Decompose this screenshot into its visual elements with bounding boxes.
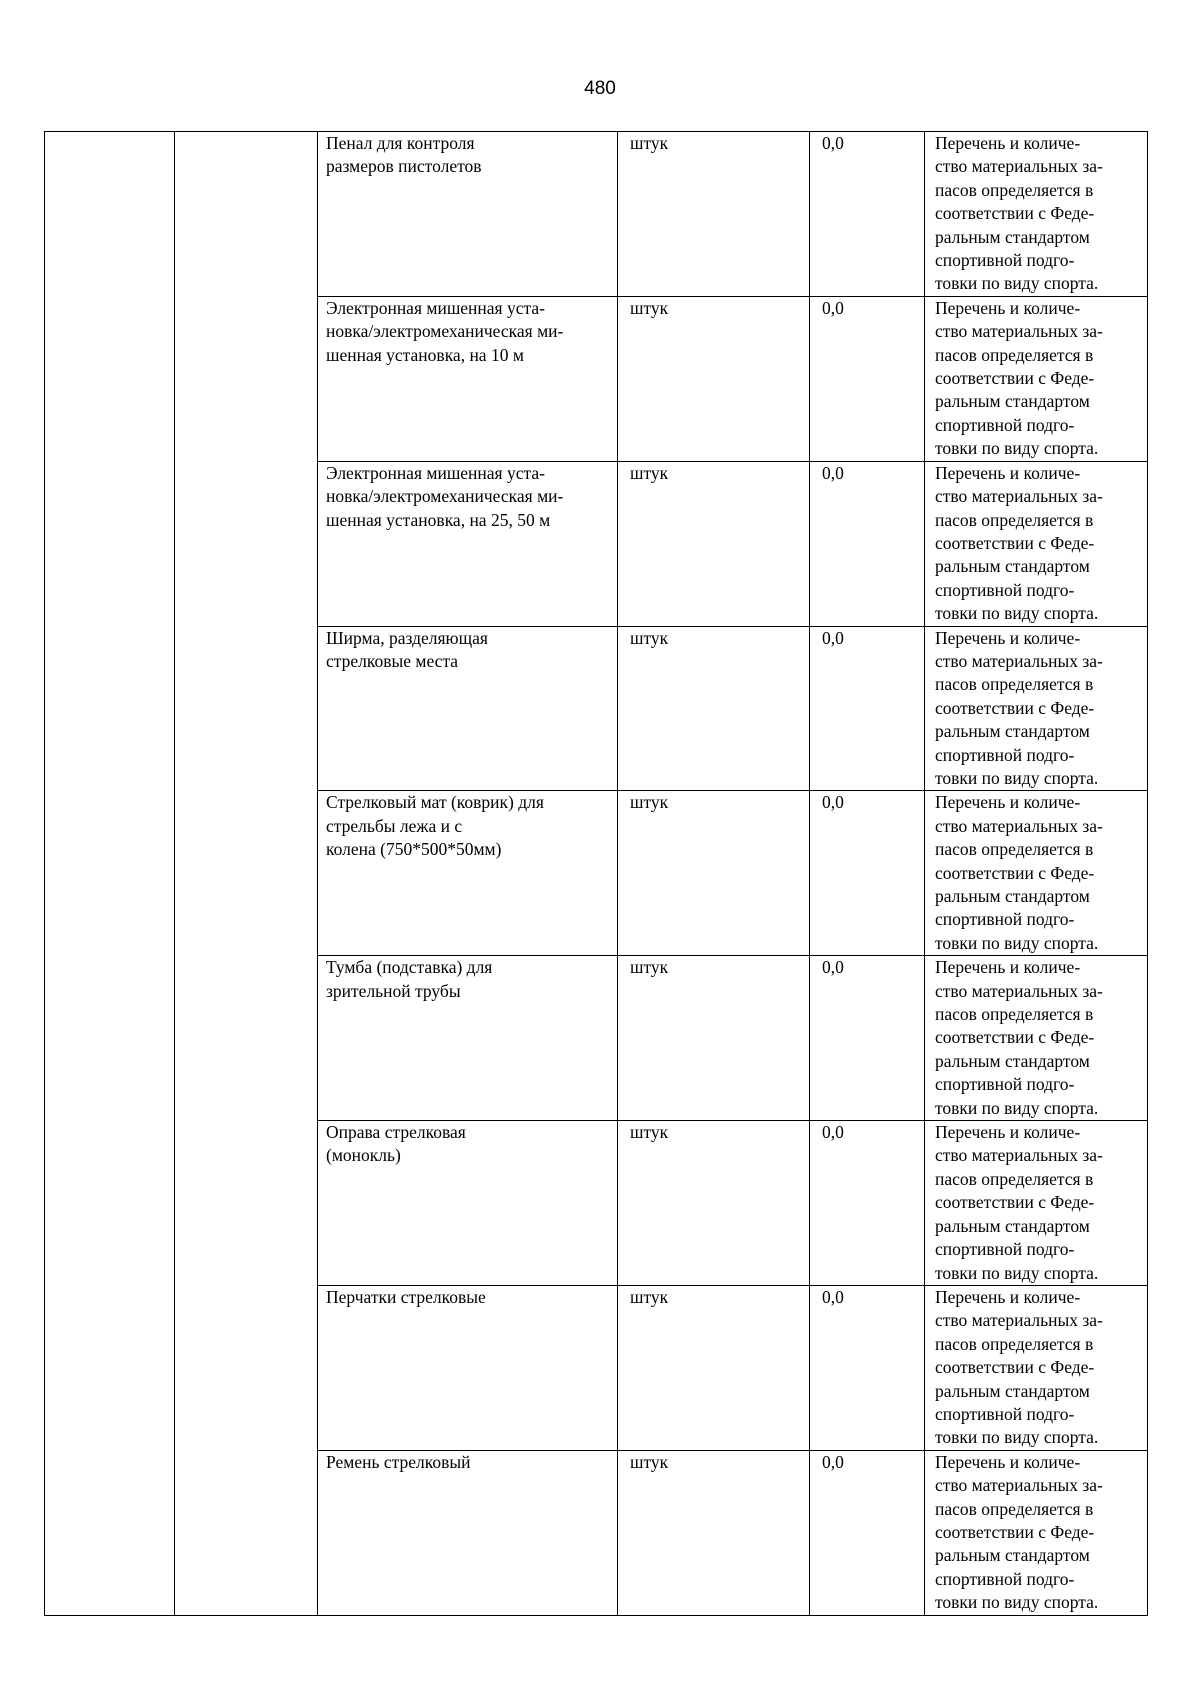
note-line: ство материальных за- — [935, 1310, 1103, 1331]
note-line: пасов определяется в — [935, 1168, 1094, 1189]
note-line: ральным стандартом — [935, 721, 1090, 742]
note-cell — [925, 1450, 1148, 1615]
note-line: пасов определяется в — [935, 344, 1094, 365]
unit-cell: штук — [618, 1285, 810, 1450]
note-line: пасов определяется в — [935, 1498, 1094, 1519]
note-line: спортивной подго- — [935, 1403, 1075, 1424]
note-line: ральным стандартом — [935, 556, 1090, 577]
note-line: соответствии с Феде- — [935, 532, 1095, 553]
note-line: ство материальных за- — [935, 815, 1103, 836]
note-line: товки по виду спорта. — [935, 932, 1099, 953]
note-line: товки по виду спорта. — [935, 438, 1099, 459]
equipment-table — [44, 131, 1148, 1616]
note-line: ство материальных за- — [935, 1145, 1103, 1166]
note-line: спортивной подго- — [935, 250, 1075, 271]
unit-cell: штук — [618, 132, 810, 297]
note-line: соответствии с Феде- — [935, 862, 1095, 883]
quantity-cell: 0,0 — [810, 956, 925, 1121]
unit-cell: штук — [618, 461, 810, 626]
unit-cell: штук — [618, 1121, 810, 1286]
note-cell — [925, 461, 1148, 626]
note-line: товки по виду спорта. — [935, 1592, 1099, 1613]
item-name-cell — [318, 1121, 618, 1286]
item-name-cell — [318, 626, 618, 791]
item-name-line: Стрелковый мат (коврик) для — [326, 792, 544, 813]
note-line: ральным стандартом — [935, 391, 1090, 412]
item-name-line: Электронная мишенная уста- — [326, 462, 545, 483]
note-line: спортивной подго- — [935, 909, 1075, 930]
note-line: пасов определяется в — [935, 1004, 1094, 1025]
item-name-line: Пенал для контроля — [326, 133, 475, 153]
note-line: Перечень и количе- — [935, 792, 1081, 813]
note-line: ральным стандартом — [935, 226, 1090, 247]
note-line: пасов определяется в — [935, 179, 1094, 200]
note-line: пасов определяется в — [935, 674, 1094, 695]
note-line: соответствии с Феде- — [935, 1357, 1095, 1378]
item-name-line: Оправа стрелковая — [326, 1122, 466, 1143]
note-line: ство материальных за- — [935, 980, 1103, 1001]
note-cell — [925, 956, 1148, 1121]
quantity-cell: 0,0 — [810, 1450, 925, 1615]
note-line: ство материальных за- — [935, 650, 1103, 671]
item-name-cell — [318, 956, 618, 1121]
note-line: ральным стандартом — [935, 1215, 1090, 1236]
note-line: соответствии с Феде- — [935, 1027, 1095, 1048]
note-line: товки по виду спорта. — [935, 603, 1099, 624]
note-line: спортивной подго- — [935, 1568, 1075, 1589]
quantity-cell: 0,0 — [810, 1285, 925, 1450]
note-line: соответствии с Феде- — [935, 697, 1095, 718]
item-name-line: размеров пистолетов — [326, 156, 482, 177]
note-line: соответствии с Феде- — [935, 1192, 1095, 1213]
note-line: товки по виду спорта. — [935, 767, 1099, 788]
note-cell — [925, 1285, 1148, 1450]
note-line: пасов определяется в — [935, 1333, 1094, 1354]
item-name-cell — [318, 461, 618, 626]
item-name-line: колена (750*500*50мм) — [326, 839, 502, 860]
note-line: спортивной подго- — [935, 1239, 1075, 1260]
note-cell — [925, 791, 1148, 956]
note-line: товки по виду спорта. — [935, 273, 1099, 294]
note-line: спортивной подго- — [935, 1074, 1075, 1095]
unit-cell: штук — [618, 1450, 810, 1615]
note-line: спортивной подго- — [935, 579, 1075, 600]
note-line: Перечень и количе- — [935, 133, 1081, 153]
note-line: Перечень и количе- — [935, 1122, 1081, 1143]
item-name-line: новка/электромеханическая ми- — [326, 321, 564, 342]
note-line: ство материальных за- — [935, 1475, 1103, 1496]
item-name-line: Тумба (подставка) для — [326, 957, 493, 978]
note-line: спортивной подго- — [935, 744, 1075, 765]
item-name-cell — [318, 132, 618, 297]
note-line: ство материальных за- — [935, 156, 1103, 177]
quantity-cell: 0,0 — [810, 791, 925, 956]
page-number: 480 — [584, 78, 616, 99]
note-line: соответствии с Феде- — [935, 1521, 1095, 1542]
item-name-cell — [318, 1285, 618, 1450]
note-line: соответствии с Феде- — [935, 368, 1095, 389]
note-line: товки по виду спорта. — [935, 1097, 1099, 1118]
note-line: Перечень и количе- — [935, 957, 1081, 978]
item-name-cell — [318, 1450, 618, 1615]
item-name-line: стрельбы лежа и с — [326, 815, 463, 836]
quantity-cell: 0,0 — [810, 461, 925, 626]
item-name-cell — [318, 296, 618, 461]
item-name-line: Перчатки стрелковые — [326, 1286, 486, 1307]
note-line: Перечень и количе- — [935, 627, 1081, 648]
empty-column-1 — [45, 132, 175, 1616]
quantity-cell: 0,0 — [810, 296, 925, 461]
note-line: товки по виду спорта. — [935, 1262, 1099, 1283]
item-name-line: Ширма, разделяющая — [326, 627, 488, 648]
table-body — [45, 132, 1148, 1616]
empty-column-2 — [175, 132, 318, 1616]
unit-cell: штук — [618, 626, 810, 791]
note-line: ральным стандартом — [935, 1380, 1090, 1401]
note-line: пасов определяется в — [935, 839, 1094, 860]
unit-cell: штук — [618, 791, 810, 956]
item-name-line: (монокль) — [326, 1145, 401, 1166]
note-line: ральным стандартом — [935, 886, 1090, 906]
item-name-cell — [318, 791, 618, 956]
table-row — [45, 132, 1148, 297]
item-name-line: новка/электромеханическая ми- — [326, 486, 564, 507]
note-line: ральным стандартом — [935, 1545, 1090, 1566]
note-cell — [925, 1121, 1148, 1286]
item-name-line: шенная установка, на 25, 50 м — [326, 509, 551, 530]
unit-cell: штук — [618, 956, 810, 1121]
note-line: товки по виду спорта. — [935, 1427, 1099, 1448]
note-line: соответствии с Феде- — [935, 203, 1095, 224]
item-name-line: Электронная мишенная уста- — [326, 297, 545, 318]
item-name-line: стрелковые места — [326, 650, 459, 671]
note-line: Перечень и количе- — [935, 462, 1081, 483]
note-line: ство материальных за- — [935, 486, 1103, 507]
note-line: пасов определяется в — [935, 509, 1094, 530]
note-line: Перечень и количе- — [935, 1451, 1081, 1472]
item-name-line: зрительной трубы — [326, 980, 461, 1001]
note-cell — [925, 132, 1148, 297]
note-cell — [925, 296, 1148, 461]
note-line: спортивной подго- — [935, 414, 1075, 435]
note-line: Перечень и количе- — [935, 1286, 1081, 1307]
quantity-cell: 0,0 — [810, 132, 925, 297]
quantity-cell: 0,0 — [810, 1121, 925, 1286]
quantity-cell: 0,0 — [810, 626, 925, 791]
note-line: Перечень и количе- — [935, 297, 1081, 318]
unit-cell: штук — [618, 296, 810, 461]
item-name-line: шенная установка, на 10 м — [326, 344, 524, 365]
item-name-line: Ремень стрелковый — [326, 1451, 471, 1472]
note-line: ство материальных за- — [935, 321, 1103, 342]
note-line: ральным стандартом — [935, 1050, 1090, 1071]
note-cell — [925, 626, 1148, 791]
